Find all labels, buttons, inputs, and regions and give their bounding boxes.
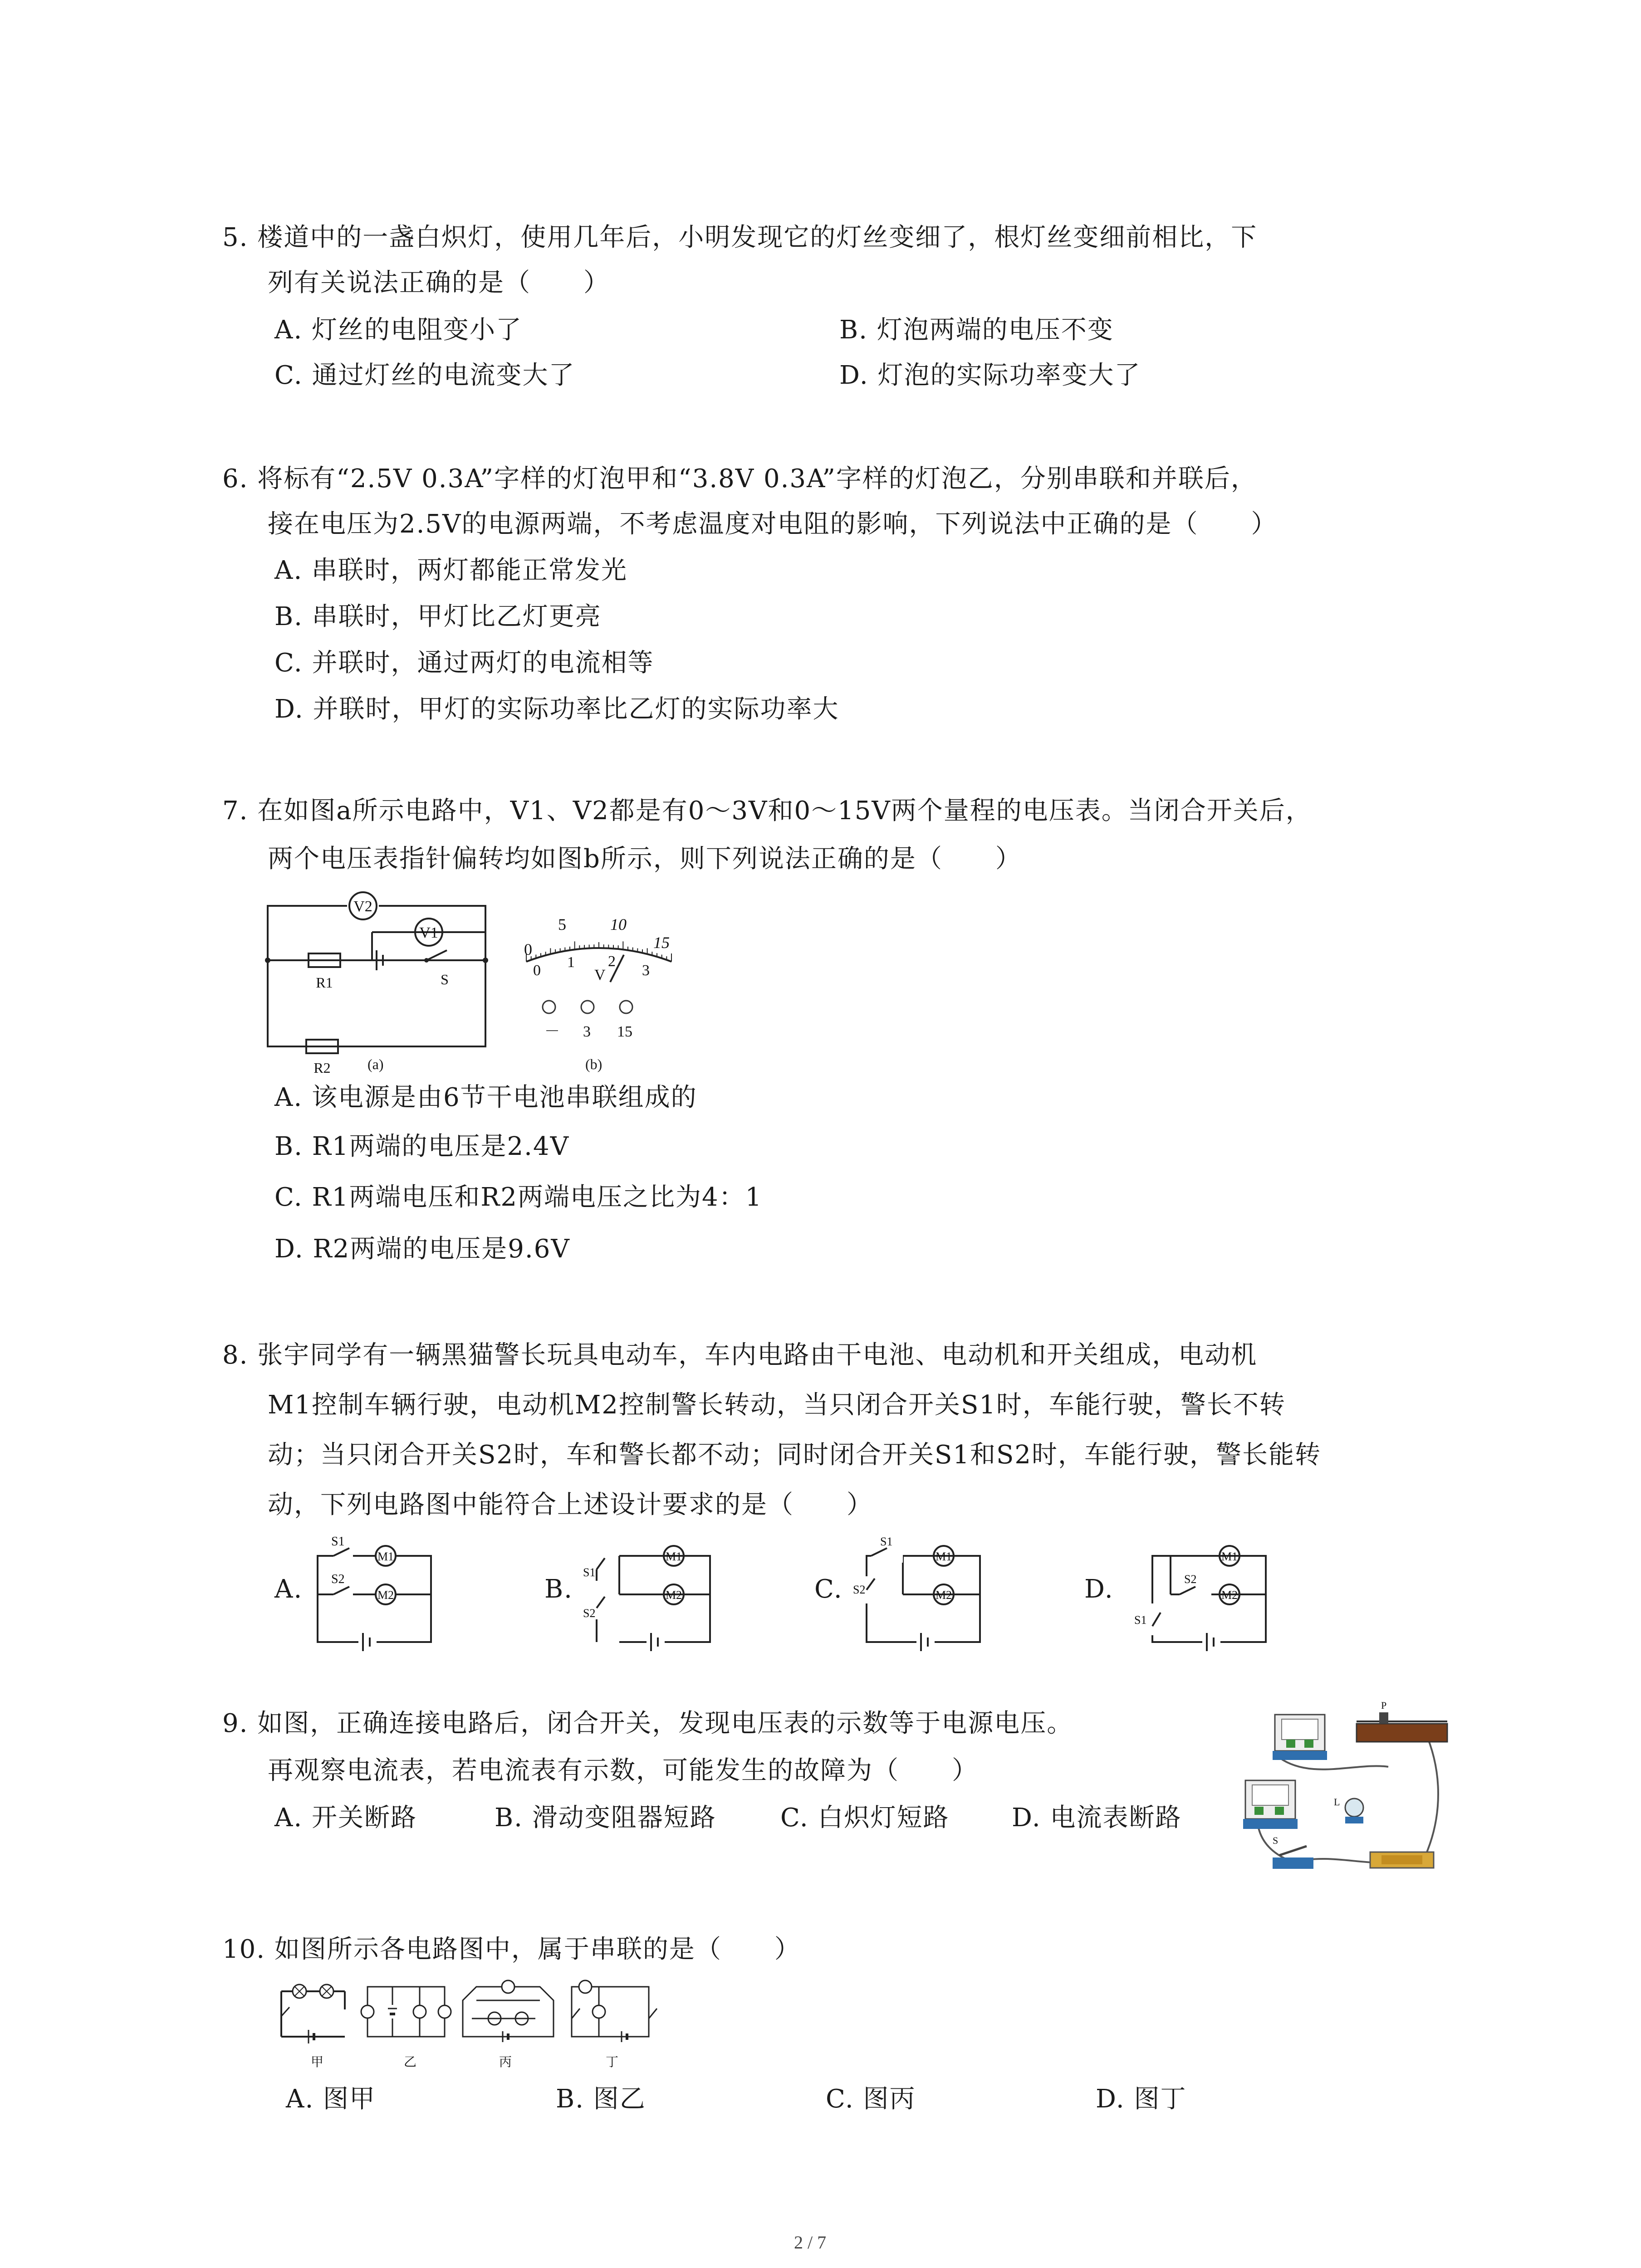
scale-lower-2: 2 [608,953,616,970]
q8-stem-line2: M1控制车辆行驶，电动机M2控制警长转动，当只闭合开关S1时，车能行驶，警长不转 [268,1390,1286,1420]
svg-text:M1: M1 [935,1550,952,1563]
q8-circuit-d [1125,1535,1275,1649]
q7-option-c: C. R1两端电压和R2两端电压之比为4：1 [274,1183,763,1212]
q10-option-b: B. 图乙 [556,2084,646,2114]
svg-text:S1: S1 [583,1566,596,1579]
q6-stem-line1: 6. 将标有“2.5V 0.3A”字样的灯泡甲和“3.8V 0.3A”字样的灯泡乙，分别串联和并联后， [222,464,1257,494]
terminal-3: 3 [583,1023,591,1040]
s-label: S [441,971,449,987]
scale-lower-1: 1 [567,954,575,971]
q10-stem: 10. 如图所示各电路图中，属于串联的是（ ） [222,1935,801,1964]
svg-text:M2: M2 [377,1589,394,1602]
terminal-negative: － [544,1023,560,1040]
q5-option-a: A. 灯丝的电阻变小了 [274,315,523,345]
figure-label-ding: 丁 [606,2055,619,2069]
svg-text:S2: S2 [853,1583,866,1596]
q8-option-c-label: C. [814,1574,843,1604]
q7-figure-a-circuit [263,887,499,1077]
q6-option-d: D. 并联时，甲灯的实际功率比乙灯的实际功率大 [274,694,839,724]
scale-lower-3: 3 [642,962,650,979]
q7-option-b: B. R1两端的电压是2.4V [274,1132,570,1161]
q9-option-b: B. 滑动变阻器短路 [495,1803,716,1833]
q9-option-d: D. 电流表断路 [1012,1803,1182,1833]
q9-option-c: C. 白炽灯短路 [780,1803,950,1833]
q10-option-a: A. 图甲 [286,2084,376,2114]
svg-text:M2: M2 [1221,1589,1238,1602]
q9-stem-line1: 9. 如图，正确连接电路后，闭合开关，发现电压表的示数等于电源电压。 [222,1709,1073,1738]
q5-stem-line2: 列有关说法正确的是（ ） [268,268,610,298]
svg-text:M1: M1 [1221,1550,1238,1563]
figure-label-yi: 乙 [404,2055,417,2069]
q7-figure-b-voltmeter [508,912,690,1048]
q9-circuit-photo [1243,1700,1456,1885]
svg-text:S2: S2 [1184,1573,1197,1586]
svg-text:M1: M1 [377,1550,394,1563]
q7-stem-line2: 两个电压表指针偏转均如图b所示，则下列说法正确的是（ ） [268,844,1022,874]
scale-upper-15: 15 [653,934,670,952]
q8-option-a-label: A. [274,1574,303,1604]
scale-lower-0: 0 [533,962,541,979]
q8-option-d-label: D. [1084,1574,1114,1604]
q6-option-c: C. 并联时，通过两灯的电流相等 [274,648,654,678]
svg-text:M2: M2 [665,1589,682,1602]
scale-upper-0: 0 [524,940,532,958]
q7-figure-b-caption: (b) [585,1056,603,1072]
q7-stem-line1: 7. 在如图a所示电路中，V1、V2都是有0～3V和0～15V两个量程的电压表。当闭合开关后， [222,796,1312,826]
svg-text:S2: S2 [331,1572,345,1586]
q5-option-b: B. 灯泡两端的电压不变 [839,315,1114,345]
svg-text:P: P [1381,1700,1387,1711]
q6-option-b: B. 串联时，甲灯比乙灯更亮 [274,602,602,631]
q5-option-c: C. 通过灯丝的电流变大了 [274,361,575,390]
q8-circuit-b [583,1535,719,1649]
figure-label-jia: 甲 [311,2055,324,2069]
r1-label: R1 [316,974,333,991]
v1-label: V1 [419,924,438,941]
q10-circuit-diagrams [272,1973,671,2077]
q7-option-a: A. 该电源是由6节干电池串联组成的 [274,1083,697,1112]
q8-circuit-a [313,1535,440,1649]
q6-stem-line2: 接在电压为2.5V的电源两端，不考虑温度对电阻的影响，下列说法中正确的是（ ） [268,509,1278,539]
q10-option-d: D. 图丁 [1096,2084,1187,2114]
q8-option-b-label: B. [544,1574,573,1604]
q8-stem-line4: 动，下列电路图中能符合上述设计要求的是（ ） [268,1490,873,1520]
q5-stem-line1: 5. 楼道中的一盏白炽灯，使用几年后，小明发现它的灯丝变细了，根灯丝变细前相比，下 [222,223,1258,252]
svg-text:M2: M2 [935,1589,952,1602]
svg-text:S1: S1 [331,1535,345,1549]
svg-text:L: L [1334,1796,1340,1808]
figure-label-bing: 丙 [499,2055,512,2069]
svg-text:S2: S2 [583,1607,596,1620]
svg-text:S1: S1 [1134,1613,1147,1627]
scale-upper-10: 10 [610,915,627,934]
svg-text:S1: S1 [880,1535,893,1548]
svg-text:M1: M1 [665,1550,682,1563]
scale-upper-5: 5 [558,915,566,934]
q6-option-a: A. 串联时，两灯都能正常发光 [274,556,628,585]
q8-circuit-c [853,1535,989,1649]
page-number: 2 / 7 [794,2232,827,2253]
q7-figure-a-caption: (a) [367,1056,384,1072]
q9-option-a: A. 开关断路 [274,1803,417,1833]
r2-label: R2 [314,1060,331,1076]
q8-stem-line1: 8. 张宇同学有一辆黑猫警长玩具电动车，车内电路由干电池、电动机和开关组成，电动机 [222,1340,1258,1370]
q7-option-d: D. R2两端的电压是9.6V [274,1234,570,1264]
voltmeter-unit: V [594,967,606,983]
terminal-15: 15 [617,1023,632,1040]
q9-stem-line2: 再观察电流表，若电流表有示数，可能发生的故障为（ ） [268,1756,978,1785]
q8-stem-line3: 动；当只闭合开关S2时，车和警长都不动；同时闭合开关S1和S2时，车能行驶，警长能转 [268,1440,1321,1470]
q10-option-c: C. 图丙 [826,2084,916,2114]
q5-option-d: D. 灯泡的实际功率变大了 [839,361,1141,390]
v2-label: V2 [353,898,372,915]
svg-text:S: S [1273,1835,1279,1846]
